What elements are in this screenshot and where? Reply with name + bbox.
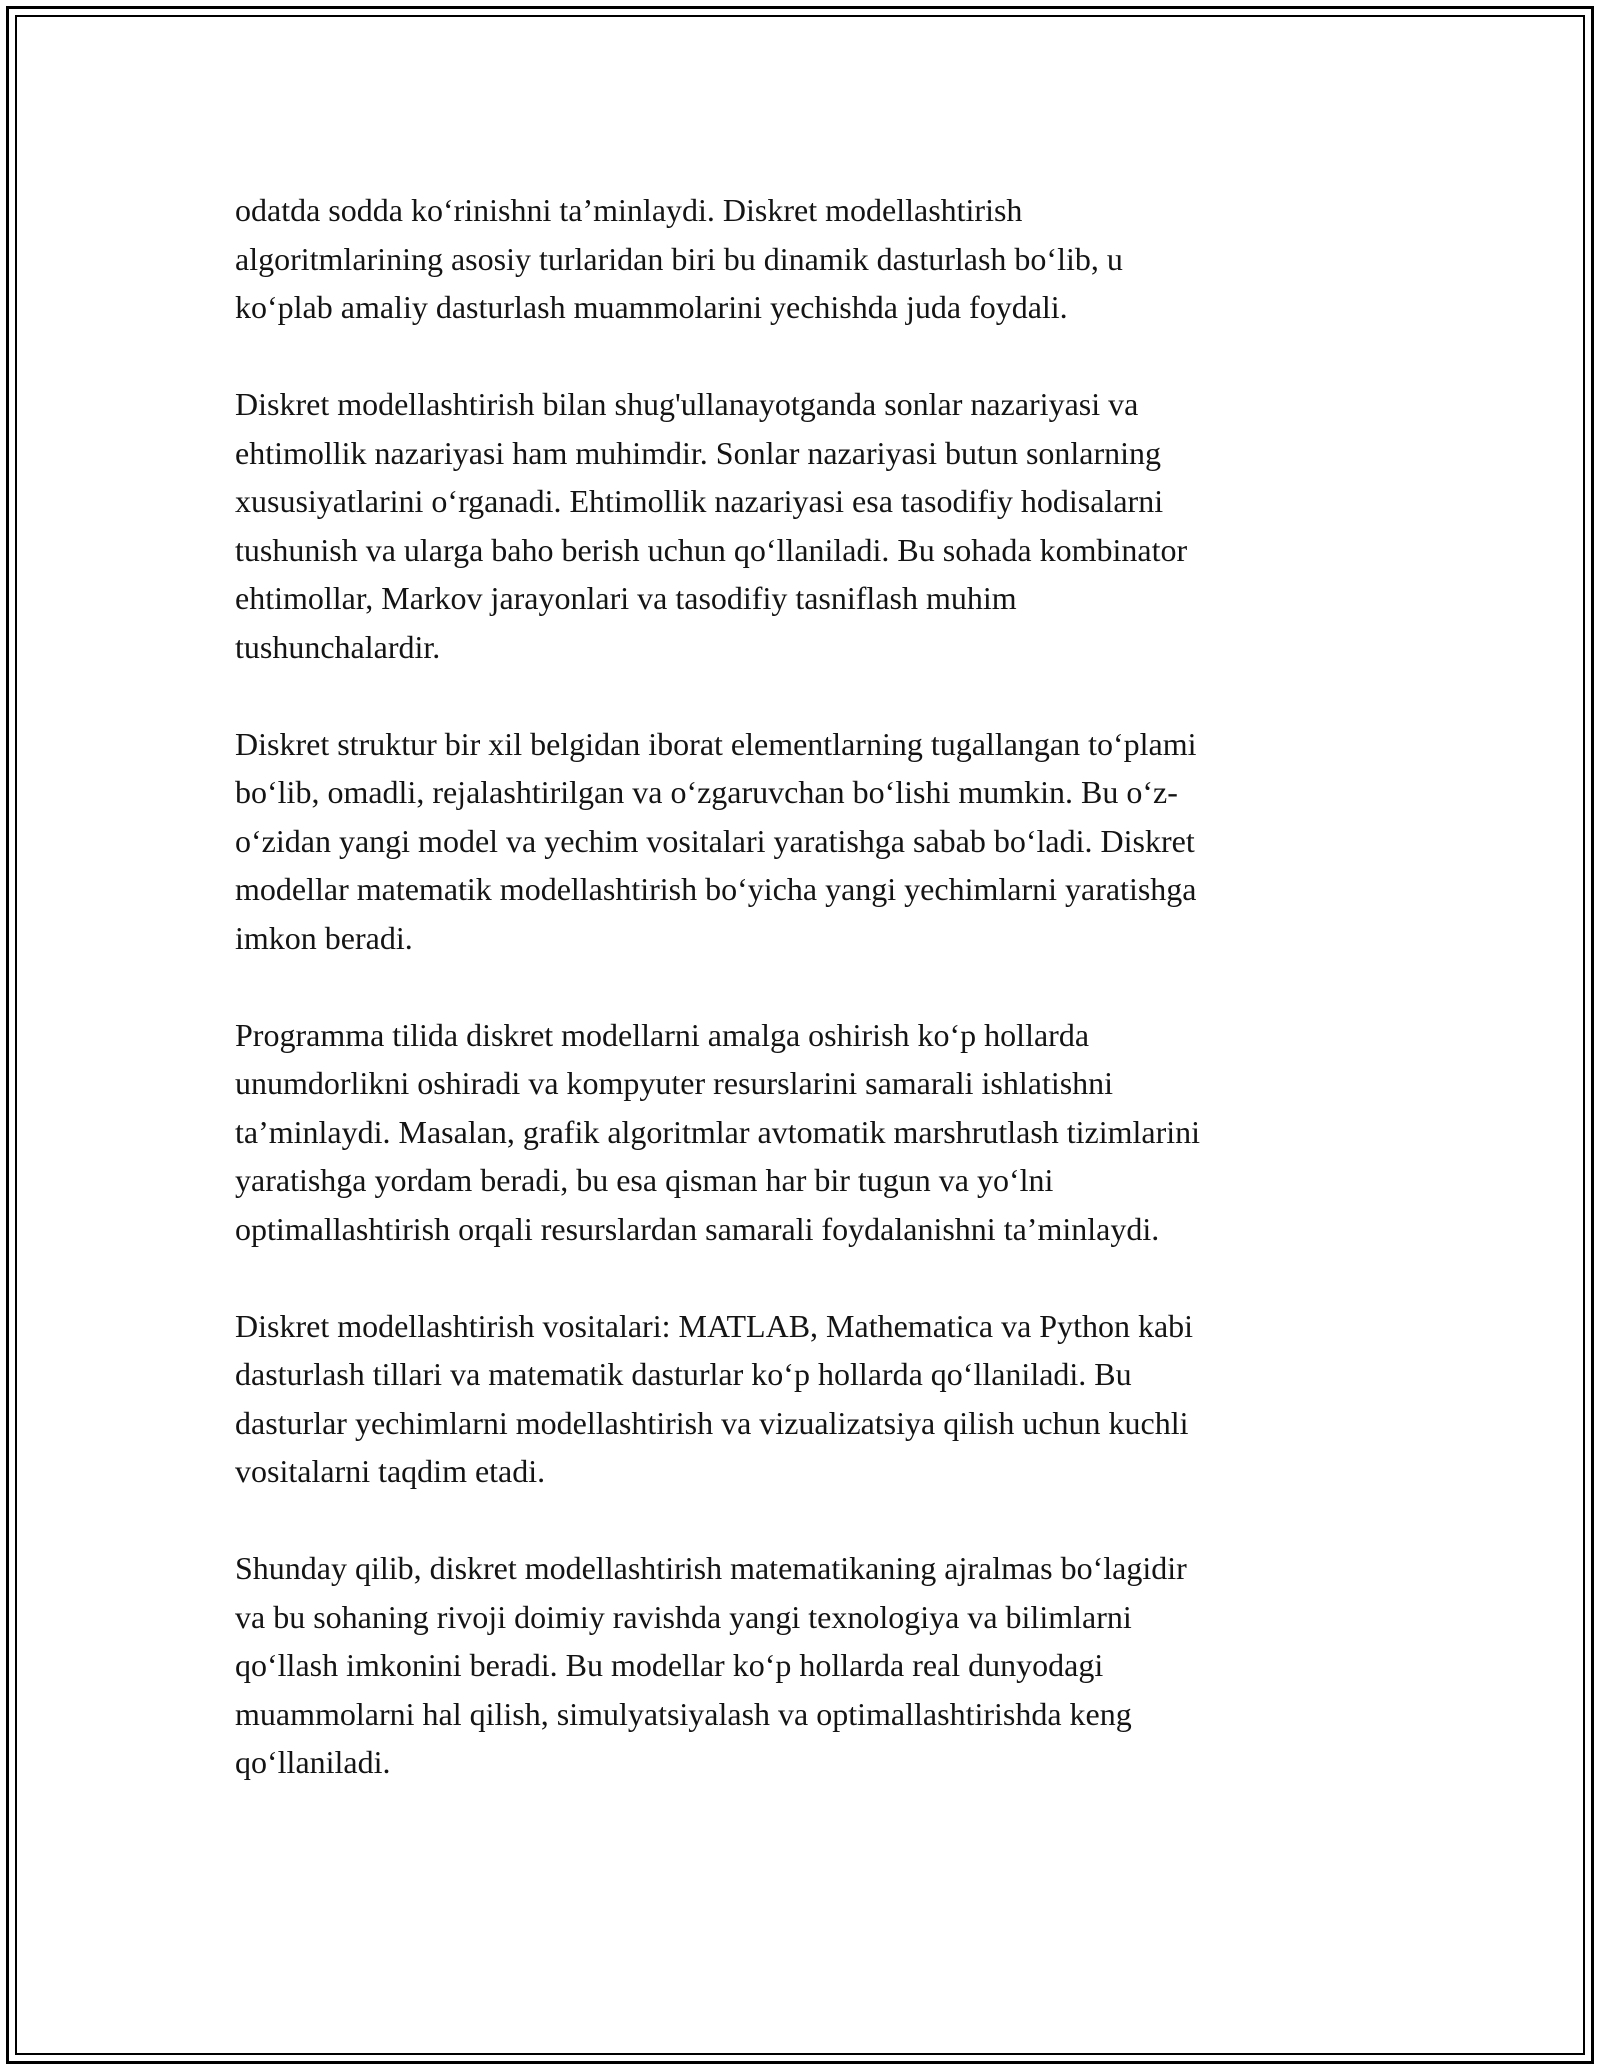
text-line: ta’minlaydi. Masalan, grafik algoritmlar avtomatik marshrutlash tizimlarini (235, 1113, 1201, 1150)
document-body (235, 186, 1365, 1835)
text-line: muammolarni hal qilish, simulyatsiyalash va optimallashtirishda keng (235, 1695, 1132, 1732)
text-line: yaratishga yordam beradi, bu esa qisman har bir tugun va yoʻlni (235, 1162, 1054, 1198)
text-line: Diskret modellashtirish vositalari: MATLAB, Mathematica va Python kabi (235, 1307, 1194, 1344)
text-line: tushunish va ularga baho berish uchun qoʻllaniladi. Bu sohada kombinator (235, 531, 1188, 568)
text-line: va bu sohaning rivoji doimiy ravishda yangi texnologiya va bilimlarni (235, 1598, 1132, 1635)
text-line: xususiyatlarini oʻrganadi. Ehtimollik nazariyasi esa tasodifiy hodisalarni (235, 483, 1164, 519)
text-line: Programma tilida diskret modellarni amalga oshirish koʻp hollarda (235, 1016, 1090, 1053)
text-line: imkon beradi. (235, 919, 413, 956)
paragraph-6 (235, 1544, 1365, 1787)
text-line: dasturlar yechimlarni modellashtirish va vizualizatsiya qilish uchun kuchli (235, 1404, 1189, 1441)
text-line: qoʻllash imkonini beradi. Bu modellar koʻp hollarda real dunyodagi (235, 1647, 1104, 1683)
text-line: tushunchalardir. (235, 628, 441, 665)
text-line: Diskret modellashtirish bilan shug'ullanayotganda sonlar nazariyasi va (235, 386, 1139, 422)
text-line: optimallashtirish orqali resurslardan samarali foydalanishni ta’minlaydi. (235, 1210, 1160, 1247)
paragraph-3 (235, 720, 1365, 963)
paragraph-5 (235, 1302, 1365, 1496)
text-line: modellar matematik modellashtirish boʻyicha yangi yechimlarni yaratishga (235, 871, 1197, 907)
text-line: algoritmlarining asosiy turlaridan biri bu dinamik dasturlash boʻlib, u (235, 240, 1123, 277)
text-line: ehtimollik nazariyasi ham muhimdir. Sonlar nazariyasi butun sonlarning (235, 434, 1162, 471)
text-line: koʻplab amaliy dasturlash muammolarini yechishda juda foydali. (235, 289, 1068, 325)
text-line: unumdorlikni oshiradi va kompyuter resurslarini samarali ishlatishni (235, 1065, 1114, 1101)
text-line: ehtimollar, Markov jarayonlari va tasodifiy tasniflash muhim (235, 580, 1017, 616)
text-line: odatda sodda koʻrinishni ta’minlaydi. Diskret modellashtirish (235, 192, 1023, 228)
text-line: Diskret struktur bir xil belgidan iborat elementlarning tugallangan toʻplami (235, 725, 1197, 762)
paragraph-1 (235, 186, 1365, 332)
text-line: boʻlib, omadli, rejalashtirilgan va oʻzgaruvchan boʻlishi mumkin. Bu oʻz- (235, 774, 1178, 810)
text-line: dasturlash tillari va matematik dasturlar koʻp hollarda qoʻllaniladi. Bu (235, 1356, 1132, 1392)
text-line: Shunday qilib, diskret modellashtirish matematikaning ajralmas boʻlagidir (235, 1550, 1187, 1586)
paragraph-2 (235, 380, 1365, 671)
text-line: oʻzidan yangi model va yechim vositalari yaratishga sabab boʻladi. Diskret (235, 822, 1195, 859)
paragraph-4 (235, 1011, 1365, 1254)
text-line: qoʻllaniladi. (235, 1744, 391, 1780)
text-line: vositalarni taqdim etadi. (235, 1453, 546, 1489)
